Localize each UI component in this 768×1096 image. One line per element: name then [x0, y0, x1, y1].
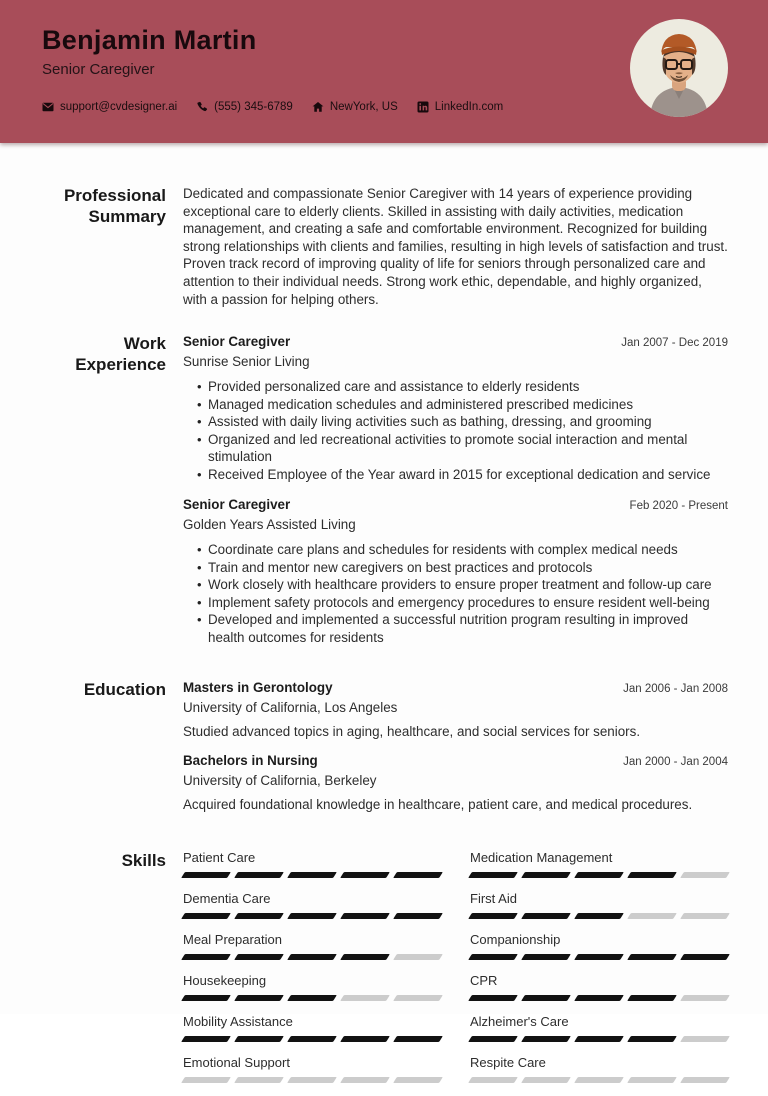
skill-label: First Aid — [470, 891, 517, 907]
bar-segment-empty — [680, 1077, 730, 1083]
bar-segment-filled — [468, 1036, 518, 1042]
email-link[interactable] — [42, 101, 177, 113]
bar-segment-empty — [393, 954, 443, 960]
section-professional-summary — [42, 185, 728, 308]
bar-segment-empty — [234, 1077, 284, 1083]
bullet-item: • Implement safety protocols and emergency procedures to ensure resident well-being — [197, 594, 728, 612]
bar-segment-filled — [234, 1036, 284, 1042]
bar-segment-filled — [234, 995, 284, 1001]
bar-segment-filled — [181, 913, 231, 919]
linkedin-text: LinkedIn.com — [434, 101, 504, 113]
bar-segment-filled — [393, 913, 443, 919]
bar-segment-filled — [181, 995, 231, 1001]
bar-segment-filled — [574, 872, 624, 878]
skill-item — [470, 1014, 728, 1042]
bar-segment-filled — [574, 954, 624, 960]
contact-row — [42, 101, 728, 113]
bullet-item: • Provided personalized care and assistance to elderly residents — [197, 378, 728, 396]
skill-item — [183, 1014, 441, 1042]
section-education — [42, 679, 728, 814]
skill-level-bar — [470, 1036, 728, 1042]
bar-segment-filled — [468, 995, 518, 1001]
bar-segment-filled — [627, 954, 677, 960]
skill-item — [470, 932, 728, 960]
bullet-item: • Work closely with healthcare providers to ensure proper treatment and follow-up care — [197, 576, 728, 594]
skill-label: Mobility Assistance — [183, 1014, 293, 1030]
skill-level-bar — [470, 872, 728, 878]
bar-segment-empty — [340, 995, 390, 1001]
bullet-item: • Train and mentor new caregivers on best practices and protocols — [197, 559, 728, 577]
bar-segment-filled — [287, 1036, 337, 1042]
bar-segment-filled — [287, 995, 337, 1001]
bar-segment-empty — [574, 1077, 624, 1083]
bar-segment-filled — [627, 872, 677, 878]
bullet-item: • Assisted with daily living activities such as bathing, dressing, and grooming — [197, 413, 728, 431]
skill-level-bar — [183, 913, 441, 919]
skill-label: Companionship — [470, 932, 561, 948]
section-heading-summary: Professional Summary — [63, 186, 166, 226]
bar-segment-filled — [521, 1036, 571, 1042]
skill-label: Alzheimer's Care — [470, 1014, 569, 1030]
phone-text: (555) 345-6789 — [214, 101, 293, 113]
skill-label: Patient Care — [183, 850, 256, 866]
degree-dates: Jan 2000 - Jan 2004 — [623, 756, 728, 769]
skill-item — [183, 891, 441, 919]
skill-level-bar — [470, 954, 728, 960]
skill-level-bar — [470, 1077, 728, 1083]
bar-segment-filled — [521, 954, 571, 960]
bullet-item: • Coordinate care plans and schedules for residents with complex medical needs — [197, 541, 728, 559]
skills-column-right — [470, 850, 728, 1096]
job-company: Sunrise Senior Living — [183, 354, 310, 370]
skills-column-left — [183, 850, 441, 1096]
skill-level-bar — [183, 872, 441, 878]
bar-segment-empty — [680, 913, 730, 919]
phone-link[interactable] — [196, 101, 293, 113]
bar-segment-filled — [627, 995, 677, 1001]
skill-level-bar — [470, 913, 728, 919]
degree-description: Studied advanced topics in aging, healthcare, and social services for seniors. — [183, 724, 641, 740]
bar-segment-filled — [574, 995, 624, 1001]
bar-segment-filled — [521, 913, 571, 919]
skill-label: Housekeeping — [183, 973, 267, 989]
bar-segment-filled — [234, 913, 284, 919]
degree-school: University of California, Berkeley — [183, 773, 377, 789]
bar-segment-empty — [393, 995, 443, 1001]
email-icon — [42, 101, 54, 113]
skill-item — [183, 973, 441, 1001]
bar-segment-empty — [340, 1077, 390, 1083]
section-heading-experience: Work Experience — [75, 334, 166, 375]
bar-segment-filled — [287, 954, 337, 960]
section-heading-skills: Skills — [121, 851, 166, 871]
skill-level-bar — [183, 995, 441, 1001]
bar-segment-filled — [287, 913, 337, 919]
skill-item — [470, 973, 728, 1001]
resume-body — [0, 143, 768, 1096]
bar-segment-filled — [393, 1036, 443, 1042]
job-bullet-list — [183, 378, 728, 483]
bullet-item: • Developed and implemented a successful nutrition program resulting in improved health outcomes for residents — [197, 611, 728, 646]
job-dates: Jan 2007 - Dec 2019 — [621, 337, 728, 350]
bar-segment-filled — [181, 954, 231, 960]
bar-segment-filled — [574, 1036, 624, 1042]
bar-segment-empty — [680, 872, 730, 878]
bar-segment-filled — [234, 954, 284, 960]
bar-segment-filled — [521, 872, 571, 878]
skill-level-bar — [183, 1077, 441, 1083]
section-heading-education: Education — [83, 680, 166, 700]
section-work-experience — [42, 333, 728, 646]
skill-label: Respite Care — [470, 1055, 546, 1071]
skill-item — [470, 891, 728, 919]
job-title: Senior Caregiver — [42, 61, 155, 78]
avatar-illustration — [630, 19, 728, 117]
job-bullet-list — [183, 541, 728, 646]
skill-level-bar — [183, 1036, 441, 1042]
degree-description: Acquired foundational knowledge in healthcare, patient care, and medical procedures. — [183, 797, 693, 813]
skill-label: Emotional Support — [183, 1055, 290, 1071]
job-entry — [183, 333, 728, 483]
header — [0, 0, 768, 143]
linkedin-link[interactable] — [417, 101, 503, 113]
skill-item — [183, 850, 441, 878]
bar-segment-filled — [340, 1036, 390, 1042]
bar-segment-filled — [181, 1036, 231, 1042]
degree-entry — [183, 752, 728, 814]
bar-segment-empty — [181, 1077, 231, 1083]
bar-segment-empty — [680, 1036, 730, 1042]
skill-item — [183, 1055, 441, 1083]
bar-segment-filled — [393, 872, 443, 878]
job-dates: Feb 2020 - Present — [629, 500, 728, 513]
bullet-item: • Organized and led recreational activities to promote social interaction and mental stimulation — [197, 431, 728, 466]
skill-label: Dementia Care — [183, 891, 271, 907]
bar-segment-empty — [627, 913, 677, 919]
bar-segment-filled — [287, 872, 337, 878]
linkedin-icon — [417, 101, 429, 113]
job-title-text: Senior Caregiver — [183, 497, 291, 513]
bar-segment-empty — [468, 1077, 518, 1083]
skill-item — [183, 932, 441, 960]
bar-segment-empty — [521, 1077, 571, 1083]
skill-item — [470, 1055, 728, 1083]
bar-segment-empty — [680, 995, 730, 1001]
bar-segment-filled — [340, 872, 390, 878]
skill-item — [470, 850, 728, 878]
bar-segment-filled — [340, 913, 390, 919]
bar-segment-empty — [393, 1077, 443, 1083]
job-title-text: Senior Caregiver — [183, 334, 291, 350]
skill-level-bar — [470, 995, 728, 1001]
phone-icon — [196, 101, 208, 113]
bar-segment-empty — [287, 1077, 337, 1083]
section-skills — [42, 850, 728, 1096]
bar-segment-filled — [468, 913, 518, 919]
bar-segment-filled — [521, 995, 571, 1001]
degree-title: Masters in Gerontology — [183, 680, 333, 696]
skill-label: CPR — [470, 973, 498, 989]
bar-segment-filled — [234, 872, 284, 878]
bar-segment-filled — [181, 872, 231, 878]
profile-photo — [630, 19, 728, 117]
location-text: NewYork, US — [329, 101, 398, 113]
degree-title: Bachelors in Nursing — [183, 753, 318, 769]
degree-entry — [183, 679, 728, 741]
person-name: Benjamin Martin — [42, 25, 257, 55]
bar-segment-filled — [468, 872, 518, 878]
skills-grid — [183, 850, 728, 1096]
bullet-item: • Managed medication schedules and administered prescribed medicines — [197, 396, 728, 414]
job-entry — [183, 496, 728, 646]
skill-label: Meal Preparation — [183, 932, 282, 948]
bar-segment-filled — [468, 954, 518, 960]
bar-segment-empty — [627, 1077, 677, 1083]
bar-segment-filled — [627, 1036, 677, 1042]
job-company: Golden Years Assisted Living — [183, 517, 356, 533]
location-item[interactable] — [312, 101, 398, 113]
home-icon — [312, 101, 324, 113]
degree-school: University of California, Los Angeles — [183, 700, 398, 716]
bar-segment-filled — [340, 954, 390, 960]
summary-paragraph: Dedicated and compassionate Senior Caregiver with 14 years of experience providing exceptional care to elderly clients. Skilled in assisting with daily activities, medication management, and creating a safe and comfortable environment. Recognized for building strong relationships with clients and families, resulting in high levels of satisfaction and trust. Proven track record of improving quality of life for seniors through personalized care and attention to their individual needs. Strong work ethic, dependable, and highly organized, with a passion for helping others. — [183, 186, 728, 307]
email-text: support@cvdesigner.ai — [60, 101, 178, 113]
skill-label: Medication Management — [470, 850, 613, 866]
bar-segment-filled — [680, 954, 730, 960]
bar-segment-filled — [574, 913, 624, 919]
degree-dates: Jan 2006 - Jan 2008 — [623, 683, 728, 696]
bullet-item: • Received Employee of the Year award in 2015 for exceptional dedication and service — [197, 466, 728, 484]
skill-level-bar — [183, 954, 441, 960]
